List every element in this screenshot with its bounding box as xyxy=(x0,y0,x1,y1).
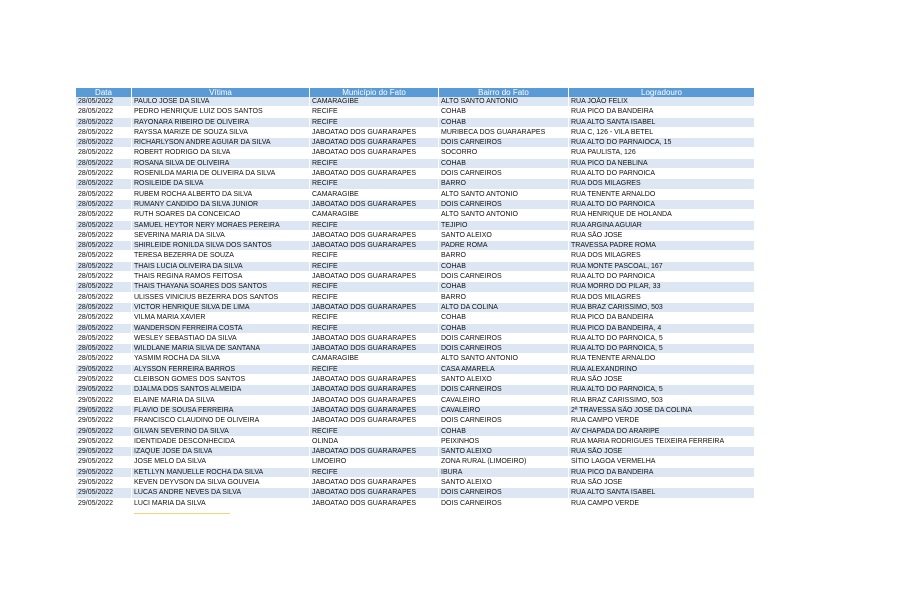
table-row xyxy=(76,436,755,446)
cell-bairro: ALTO SANTO ANTONIO xyxy=(439,210,569,220)
cell-bairro: CAVALEIRO xyxy=(439,395,569,405)
cell-vitima: WILDLANE MARIA SILVA DE SANTANA xyxy=(132,344,310,354)
cell-vitima: RAYSSA MARIZE DE SOUZA SILVA xyxy=(132,127,310,137)
cell-vitima: FLAVIO DE SOUSA FERREIRA xyxy=(132,405,310,415)
cell-municipio: JABOATAO DOS GUARARAPES xyxy=(310,199,439,209)
cell-vitima: IDENTIDADE DESCONHECIDA xyxy=(132,436,310,446)
cell-municipio: JABOATAO DOS GUARARAPES xyxy=(310,241,439,251)
cell-bairro: ALTO SANTO ANTONIO xyxy=(439,97,569,107)
table-row xyxy=(76,107,755,117)
table-row xyxy=(76,272,755,282)
table-row xyxy=(76,375,755,385)
cell-bairro: DOIS CARNEIROS xyxy=(439,416,569,426)
table-row xyxy=(76,333,755,343)
cell-data: 28/05/2022 xyxy=(76,302,132,312)
cell-municipio: JABOATAO DOS GUARARAPES xyxy=(310,127,439,137)
table-row xyxy=(76,189,755,199)
cell-logradouro: RUA TENENTE ARNALDO xyxy=(569,189,755,199)
cell-municipio: JABOATAO DOS GUARARAPES xyxy=(310,375,439,385)
cell-vitima: WANDERSON FERREIRA COSTA xyxy=(132,323,310,333)
cell-data: 29/05/2022 xyxy=(76,447,132,457)
table-row xyxy=(76,148,755,158)
header-vitima: Vítima xyxy=(132,88,310,97)
cell-logradouro: RUA ALTO DO PARNOICA xyxy=(569,272,755,282)
table-row xyxy=(76,220,755,230)
cell-municipio: CAMARAGIBE xyxy=(310,354,439,364)
cell-data: 28/05/2022 xyxy=(76,272,132,282)
cell-municipio: CAMARAGIBE xyxy=(310,97,439,107)
cell-vitima: YASMIM ROCHA DA SILVA xyxy=(132,354,310,364)
table-row xyxy=(76,457,755,467)
cell-data: 28/05/2022 xyxy=(76,261,132,271)
table-row xyxy=(76,127,755,137)
cell-municipio: JABOATAO DOS GUARARAPES xyxy=(310,138,439,148)
cell-vitima: DJALMA DOS SANTOS ALMEIDA xyxy=(132,385,310,395)
table-row xyxy=(76,251,755,261)
table-row xyxy=(76,467,755,477)
cell-municipio: RECIFE xyxy=(310,179,439,189)
cell-data: 28/05/2022 xyxy=(76,97,132,107)
cell-bairro: DOIS CARNEIROS xyxy=(439,385,569,395)
cell-municipio: LIMOEIRO xyxy=(310,457,439,467)
cell-vitima: ROSILEIDE DA SILVA xyxy=(132,179,310,189)
cell-logradouro: TRAVESSA PADRE ROMA xyxy=(569,241,755,251)
cell-logradouro: RUA PICO DA BANDEIRA, 4 xyxy=(569,323,755,333)
table-header-row xyxy=(76,88,755,97)
cell-logradouro: RUA MARIA RODRIGUES TEIXEIRA FERREIRA xyxy=(569,436,755,446)
header-municipio: Município do Fato xyxy=(310,88,439,97)
cell-municipio: JABOATAO DOS GUARARAPES xyxy=(310,488,439,498)
cell-bairro: COHAB xyxy=(439,282,569,292)
cell-logradouro: RUA PICO DA NEBLINA xyxy=(569,158,755,168)
cell-logradouro: RUA SÃO JOSE xyxy=(569,375,755,385)
cell-vitima: ROSENILDA MARIA DE OLIVEIRA DA SILVA xyxy=(132,169,310,179)
cell-logradouro: RUA BRAZ CARISSIMO, 503 xyxy=(569,302,755,312)
cell-data: 28/05/2022 xyxy=(76,251,132,261)
cell-municipio: JABOATAO DOS GUARARAPES xyxy=(310,477,439,487)
table-row xyxy=(76,426,755,436)
cell-logradouro: RUA ALTO DO PARNOICA xyxy=(569,199,755,209)
cell-bairro: PADRE ROMA xyxy=(439,241,569,251)
table-row xyxy=(76,498,755,508)
cell-bairro: MURIBECA DOS GUARARAPES xyxy=(439,127,569,137)
table-row xyxy=(76,313,755,323)
table-row xyxy=(76,261,755,271)
table-row xyxy=(76,344,755,354)
victims-table xyxy=(76,88,755,509)
cell-bairro: DOIS CARNEIROS xyxy=(439,169,569,179)
cell-vitima: VILMA MARIA XAVIER xyxy=(132,313,310,323)
cell-municipio: JABOATAO DOS GUARARAPES xyxy=(310,498,439,508)
cell-data: 28/05/2022 xyxy=(76,313,132,323)
cell-data: 28/05/2022 xyxy=(76,179,132,189)
table-row xyxy=(76,302,755,312)
cell-municipio: CAMARAGIBE xyxy=(310,210,439,220)
cell-logradouro: RUA SÃO JOSE xyxy=(569,230,755,240)
cell-bairro: IBURA xyxy=(439,467,569,477)
cell-data: 29/05/2022 xyxy=(76,375,132,385)
table-row xyxy=(76,364,755,374)
table-row xyxy=(76,241,755,251)
cell-vitima: RICHARLYSON ANDRE AGUIAR DA SILVA xyxy=(132,138,310,148)
cell-logradouro: AV CHAPADA DO ARARIPE xyxy=(569,426,755,436)
table-row xyxy=(76,447,755,457)
cell-logradouro: RUA ALTO SANTA ISABEL xyxy=(569,488,755,498)
cell-municipio: JABOATAO DOS GUARARAPES xyxy=(310,405,439,415)
cell-municipio: JABOATAO DOS GUARARAPES xyxy=(310,385,439,395)
cell-data: 28/05/2022 xyxy=(76,230,132,240)
cell-bairro: TEJIPIO xyxy=(439,220,569,230)
cell-vitima: VICTOR HENRIQUE SILVA DE LIMA xyxy=(132,302,310,312)
cell-municipio: RECIFE xyxy=(310,292,439,302)
cell-logradouro: RUA MONTE PASCOAL, 167 xyxy=(569,261,755,271)
cell-municipio: JABOATAO DOS GUARARAPES xyxy=(310,333,439,343)
cell-data: 28/05/2022 xyxy=(76,282,132,292)
cell-data: 29/05/2022 xyxy=(76,477,132,487)
cell-logradouro: RUA DOS MILAGRES xyxy=(569,251,755,261)
cell-municipio: RECIFE xyxy=(310,117,439,127)
table-row xyxy=(76,477,755,487)
cell-municipio: RECIFE xyxy=(310,107,439,117)
cell-logradouro: 2ª TRAVESSA SÃO JOSÉ DA COLINA xyxy=(569,405,755,415)
table-body xyxy=(76,97,755,508)
cell-vitima: RUBEM ROCHA ALBERTO DA SILVA xyxy=(132,189,310,199)
cell-municipio: JABOATAO DOS GUARARAPES xyxy=(310,416,439,426)
cell-logradouro: RUA ALTO SANTA ISABEL xyxy=(569,117,755,127)
cell-bairro: DOIS CARNEIROS xyxy=(439,344,569,354)
cell-bairro: ALTO SANTO ANTONIO xyxy=(439,354,569,364)
table-row xyxy=(76,416,755,426)
cell-vitima: WESLEY SEBASTIAO DA SILVA xyxy=(132,333,310,343)
cell-vitima: FRANCISCO CLAUDINO DE OLIVEIRA xyxy=(132,416,310,426)
cell-bairro: COHAB xyxy=(439,313,569,323)
cell-logradouro: RUA PICO DA BANDEIRA xyxy=(569,313,755,323)
cell-bairro: SANTO ALEIXO xyxy=(439,230,569,240)
cell-data: 29/05/2022 xyxy=(76,426,132,436)
cell-data: 29/05/2022 xyxy=(76,416,132,426)
header-logradouro: Logradouro xyxy=(569,88,755,97)
cell-vitima: JOSE MELO DA SILVA xyxy=(132,457,310,467)
table-row xyxy=(76,169,755,179)
cell-bairro: ALTO SANTO ANTONIO xyxy=(439,189,569,199)
cell-vitima: KEVEN DEYVSON DA SILVA GOUVEIA xyxy=(132,477,310,487)
cell-bairro: BARRO xyxy=(439,292,569,302)
cell-vitima: LUCI MARIA DA SILVA xyxy=(132,498,310,508)
cell-bairro: DOIS CARNEIROS xyxy=(439,498,569,508)
table-row xyxy=(76,354,755,364)
cell-logradouro: RUA C, 126 - VILA BETEL xyxy=(569,127,755,137)
cell-data: 28/05/2022 xyxy=(76,169,132,179)
cell-data: 28/05/2022 xyxy=(76,158,132,168)
cell-municipio: RECIFE xyxy=(310,426,439,436)
cell-data: 29/05/2022 xyxy=(76,498,132,508)
cell-data: 29/05/2022 xyxy=(76,395,132,405)
table-row xyxy=(76,210,755,220)
cell-vitima: SEVERINA MARIA DA SILVA xyxy=(132,230,310,240)
cell-logradouro: RUA PICO DA BANDEIRA xyxy=(569,467,755,477)
cell-bairro: COHAB xyxy=(439,426,569,436)
cell-logradouro: RUA TENENTE ARNALDO xyxy=(569,354,755,364)
cell-bairro: DOIS CARNEIROS xyxy=(439,488,569,498)
cell-vitima: PAULO JOSE DA SILVA xyxy=(132,97,310,107)
cell-municipio: RECIFE xyxy=(310,323,439,333)
cell-logradouro: RUA ALEXANDRINO xyxy=(569,364,755,374)
cell-bairro: DOIS CARNEIROS xyxy=(439,199,569,209)
cell-logradouro: RUA ALTO DO PARNAIOCA, 15 xyxy=(569,138,755,148)
cell-municipio: CAMARAGIBE xyxy=(310,189,439,199)
cell-data: 28/05/2022 xyxy=(76,220,132,230)
cell-municipio: JABOATAO DOS GUARARAPES xyxy=(310,395,439,405)
table-row xyxy=(76,488,755,498)
cell-logradouro: RUA PAULISTA, 126 xyxy=(569,148,755,158)
cell-vitima: RUMANY CANDIDO DA SILVA JUNIOR xyxy=(132,199,310,209)
cell-bairro: SANTO ALEIXO xyxy=(439,447,569,457)
cell-logradouro: SÍTIO LAGOA VERMELHA xyxy=(569,457,755,467)
cell-municipio: JABOATAO DOS GUARARAPES xyxy=(310,272,439,282)
data-table-container xyxy=(76,88,751,509)
cell-municipio: JABOATAO DOS GUARARAPES xyxy=(310,148,439,158)
cell-bairro: COHAB xyxy=(439,323,569,333)
cell-municipio: OLINDA xyxy=(310,436,439,446)
cell-vitima: ELAINE MARIA DA SILVA xyxy=(132,395,310,405)
cell-data: 29/05/2022 xyxy=(76,385,132,395)
cell-vitima: SHIRLEIDE RONILDA SILVA DOS SANTOS xyxy=(132,241,310,251)
table-row xyxy=(76,158,755,168)
cell-logradouro: RUA SÃO JOSE xyxy=(569,447,755,457)
cell-logradouro: RUA HENRIQUE DE HOLANDA xyxy=(569,210,755,220)
cell-logradouro: RUA DOS MILAGRES xyxy=(569,292,755,302)
cell-vitima: IZAQUE JOSE DA SILVA xyxy=(132,447,310,457)
cell-bairro: BARRO xyxy=(439,251,569,261)
cell-data: 28/05/2022 xyxy=(76,117,132,127)
cell-data: 28/05/2022 xyxy=(76,292,132,302)
table-row xyxy=(76,138,755,148)
cell-vitima: GILVAN SEVERINO DA SILVA xyxy=(132,426,310,436)
cell-logradouro: RUA SÃO JOSE xyxy=(569,477,755,487)
cell-data: 28/05/2022 xyxy=(76,148,132,158)
cell-bairro: DOIS CARNEIROS xyxy=(439,138,569,148)
cell-logradouro: RUA DOS MILAGRES xyxy=(569,179,755,189)
cell-data: 28/05/2022 xyxy=(76,189,132,199)
cell-bairro: ZONA RURAL (LIMOEIRO) xyxy=(439,457,569,467)
table-row xyxy=(76,199,755,209)
cell-municipio: RECIFE xyxy=(310,158,439,168)
cell-data: 28/05/2022 xyxy=(76,323,132,333)
cell-data: 28/05/2022 xyxy=(76,344,132,354)
cell-bairro: COHAB xyxy=(439,117,569,127)
table-row xyxy=(76,323,755,333)
cell-municipio: RECIFE xyxy=(310,313,439,323)
cell-vitima: ROSANA SILVA DE OLIVEIRA xyxy=(132,158,310,168)
cell-logradouro: RUA CAMPO VERDE xyxy=(569,498,755,508)
cell-municipio: RECIFE xyxy=(310,261,439,271)
cell-data: 28/05/2022 xyxy=(76,138,132,148)
cell-data: 29/05/2022 xyxy=(76,488,132,498)
cell-municipio: RECIFE xyxy=(310,467,439,477)
cell-data: 28/05/2022 xyxy=(76,127,132,137)
cell-logradouro: RUA PICO DA BANDEIRA xyxy=(569,107,755,117)
header-bairro: Bairro do Fato xyxy=(439,88,569,97)
cell-data: 28/05/2022 xyxy=(76,354,132,364)
cell-logradouro: RUA JOÃO FELIX xyxy=(569,97,755,107)
table-row xyxy=(76,405,755,415)
cell-vitima: ULISSES VINICIUS BEZERRA DOS SANTOS xyxy=(132,292,310,302)
cell-vitima: CLEIBSON GOMES DOS SANTOS xyxy=(132,375,310,385)
cell-bairro: SANTO ALEIXO xyxy=(439,375,569,385)
table-row xyxy=(76,117,755,127)
cell-logradouro: RUA ALTO DO PARNOICA, 5 xyxy=(569,344,755,354)
table-row xyxy=(76,292,755,302)
cell-municipio: RECIFE xyxy=(310,251,439,261)
cell-bairro: PEIXINHOS xyxy=(439,436,569,446)
table-row xyxy=(76,395,755,405)
cell-logradouro: RUA MORRO DO PILAR, 33 xyxy=(569,282,755,292)
cell-data: 29/05/2022 xyxy=(76,457,132,467)
cell-bairro: SOCORRO xyxy=(439,148,569,158)
cell-vitima: THAIS LUCIA OLIVEIRA DA SILVA xyxy=(132,261,310,271)
cell-municipio: JABOATAO DOS GUARARAPES xyxy=(310,169,439,179)
cell-municipio: JABOATAO DOS GUARARAPES xyxy=(310,302,439,312)
cell-vitima: RUTH SOARES DA CONCEICAO xyxy=(132,210,310,220)
cell-data: 29/05/2022 xyxy=(76,364,132,374)
cell-bairro: CASA AMARELA xyxy=(439,364,569,374)
cell-data: 28/05/2022 xyxy=(76,241,132,251)
cell-municipio: RECIFE xyxy=(310,220,439,230)
cell-municipio: RECIFE xyxy=(310,282,439,292)
cell-vitima: THAIS REGINA RAMOS FEITOSA xyxy=(132,272,310,282)
cell-logradouro: RUA CAMPO VERDE xyxy=(569,416,755,426)
cell-highlight-underline xyxy=(134,513,230,514)
cell-data: 29/05/2022 xyxy=(76,405,132,415)
cell-municipio: JABOATAO DOS GUARARAPES xyxy=(310,344,439,354)
cell-vitima: PEDRO HENRIQUE LUIZ DOS SANTOS xyxy=(132,107,310,117)
cell-vitima: SAMUEL HEYTOR NERY MORAES PEREIRA xyxy=(132,220,310,230)
cell-data: 28/05/2022 xyxy=(76,210,132,220)
header-data: Data xyxy=(76,88,132,97)
cell-bairro: DOIS CARNEIROS xyxy=(439,333,569,343)
cell-vitima: LUCAS ANDRE NEVES DA SILVA xyxy=(132,488,310,498)
cell-vitima: ALYSSON FERREIRA BARROS xyxy=(132,364,310,374)
table-row xyxy=(76,385,755,395)
cell-logradouro: RUA ALTO DO PARNOICA, 5 xyxy=(569,333,755,343)
cell-bairro: COHAB xyxy=(439,261,569,271)
cell-bairro: COHAB xyxy=(439,107,569,117)
cell-municipio: RECIFE xyxy=(310,364,439,374)
cell-vitima: THAIS THAYANA SOARES DOS SANTOS xyxy=(132,282,310,292)
cell-logradouro: RUA ALTO DO PARNOICA xyxy=(569,169,755,179)
cell-logradouro: RUA ARGINA AGUIAR xyxy=(569,220,755,230)
cell-municipio: JABOATAO DOS GUARARAPES xyxy=(310,230,439,240)
cell-bairro: SANTO ALEIXO xyxy=(439,477,569,487)
table-row xyxy=(76,230,755,240)
cell-data: 28/05/2022 xyxy=(76,333,132,343)
cell-vitima: RAYONARA RIBEIRO DE OLIVEIRA xyxy=(132,117,310,127)
cell-logradouro: RUA BRAZ CARISSIMO, 503 xyxy=(569,395,755,405)
cell-data: 28/05/2022 xyxy=(76,199,132,209)
table-row xyxy=(76,97,755,107)
cell-data: 29/05/2022 xyxy=(76,436,132,446)
table-row xyxy=(76,282,755,292)
cell-vitima: TERESA BEZERRA DE SOUZA xyxy=(132,251,310,261)
cell-bairro: DOIS CARNEIROS xyxy=(439,272,569,282)
cell-bairro: BARRO xyxy=(439,179,569,189)
cell-bairro: ALTO DA COLINA xyxy=(439,302,569,312)
cell-vitima: KETLLYN MANUELLE ROCHA DA SILVA xyxy=(132,467,310,477)
cell-data: 28/05/2022 xyxy=(76,107,132,117)
cell-vitima: ROBERT RODRIGO DA SILVA xyxy=(132,148,310,158)
cell-bairro: CAVALEIRO xyxy=(439,405,569,415)
cell-data: 29/05/2022 xyxy=(76,467,132,477)
cell-logradouro: RUA ALTO DO PARNOICA, 5 xyxy=(569,385,755,395)
cell-municipio: JABOATAO DOS GUARARAPES xyxy=(310,447,439,457)
table-row xyxy=(76,179,755,189)
cell-bairro: COHAB xyxy=(439,158,569,168)
